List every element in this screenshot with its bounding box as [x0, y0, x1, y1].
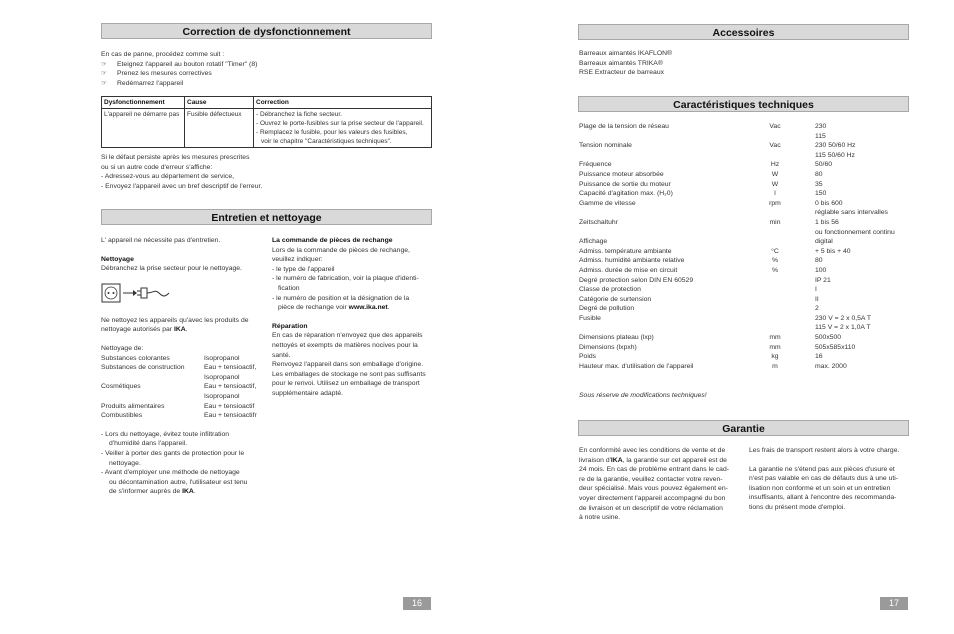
spec-value: 2 — [815, 305, 819, 313]
spec-value: + 5 bis + 40 — [815, 247, 851, 255]
spec-row — [579, 276, 914, 286]
spec-unit: Hz — [770, 161, 780, 169]
spec-value: 150 — [815, 190, 827, 198]
page-right — [477, 0, 954, 634]
specs-table — [579, 122, 914, 371]
spec-label: Affichage — [579, 238, 608, 246]
correction-intro-block — [101, 50, 431, 88]
column-header: Cause — [185, 97, 254, 109]
spec-row — [579, 247, 914, 257]
spec-label: Tension nominale — [579, 142, 632, 150]
spec-label: Dimensions plateau (lxp) — [579, 334, 654, 342]
section-header-correction — [101, 23, 432, 39]
brand-ika: IKA — [182, 488, 194, 496]
spec-row — [579, 189, 914, 199]
spec-unit: min — [769, 218, 781, 226]
spec-unit: mm — [769, 343, 781, 351]
spec-row — [579, 122, 914, 132]
step-item: ☞ Prenez les mesures correctives — [101, 70, 212, 78]
reparation-heading: Réparation — [272, 322, 308, 330]
list-item: Barreaux aimantés TRIKA® — [579, 59, 663, 67]
table-header-row — [102, 97, 432, 109]
spec-unit — [735, 295, 815, 305]
spec-value: 505x585x110 — [815, 343, 856, 351]
pointing-hand-icon: ☞ — [101, 60, 107, 68]
spec-unit — [735, 237, 815, 247]
spec-row — [579, 132, 914, 142]
spec-row — [579, 343, 914, 353]
spec-unit — [735, 314, 815, 324]
spec-label: Gamme de vitesse — [579, 199, 636, 207]
spec-row — [579, 362, 914, 372]
table-cell-symptom: L'appareil ne démarre pas — [102, 109, 185, 148]
correction-after-block: Si le défaut persiste après les mesures prescrites ou si un autre code d'erreur s'affiche: - Adressez-vous au département de service, - Envoyez l'appareil avec un bref descriptif de l'erreur. — [101, 154, 263, 190]
page-number: 16 — [403, 597, 431, 610]
spec-label — [579, 228, 735, 238]
spec-value: 80 — [815, 257, 823, 265]
spec-label: Capacité d'agitation max. (H₂0) — [579, 190, 673, 198]
brand-ika: IKA — [173, 326, 186, 334]
spec-row — [579, 285, 914, 295]
spec-unit: l — [774, 190, 776, 198]
cleaning-tips: - Lors du nettoyage, évitez toute infiltration d'humidité dans l'appareil. - Veiller à porter des gants de protection pour le nettoyage. - Avant d'employer une méthode de nettoyage ou décontamination autre, l'utilisateur est tenu de s'informer auprès de IKA. — [101, 430, 248, 496]
cleaning-list: Substances colorantes Isopropanol Substances de construction Eau + tensioactif, Isopropanol Cosmétiques Eau + tensioactif, Isopropanol Produits alimentaires Eau + tensioactif Combustibles Eau + tensioactifr — [101, 354, 257, 420]
spec-row — [579, 304, 914, 314]
spec-unit — [735, 208, 815, 218]
spec-row — [579, 151, 914, 161]
spec-unit — [735, 304, 815, 314]
pointing-hand-icon: ☞ — [101, 70, 107, 78]
spec-value: II — [815, 295, 819, 303]
spec-label: Classe de protection — [579, 286, 641, 294]
list-item: RSE Extracteur de barreaux — [579, 69, 665, 77]
spec-value: 100 — [815, 266, 827, 274]
spec-label: Hauteur max. d'utilisation de l'appareil — [579, 362, 694, 370]
spec-label — [579, 323, 735, 333]
page-number: 17 — [880, 597, 908, 610]
spec-unit: Vac — [769, 142, 781, 150]
table-row — [102, 109, 432, 148]
spec-row — [579, 170, 914, 180]
spec-value: 1 bis 56 — [815, 218, 839, 226]
spec-row — [579, 295, 914, 305]
garantie-col1: En conformité avec les conditions de vente et de livraison d'IKA, la garantie sur cet appareil est de 24 mois. En cas de problème entrant dans le cad- re de la garantie, veuillez contacter votre reven- deur spécialisé. Mais vous pouvez également en- voyer directement l'appareil accompagné du bon de livraison et un descriptif de votre réclamation à notre usine. — [579, 447, 729, 522]
spec-value: 230 50/60 Hz — [815, 142, 856, 150]
spec-unit: rpm — [769, 199, 781, 207]
unplug-icon — [101, 283, 171, 308]
spec-label: Puissance moteur absorbée — [579, 170, 664, 178]
spec-label: Degré protection selon DIN EN 60529 — [579, 276, 694, 284]
table-cell-cause: Fusible défectueux — [185, 109, 254, 148]
section-header-accessoires — [578, 24, 909, 40]
column-header: Correction — [254, 97, 432, 109]
spec-unit — [735, 132, 815, 142]
spec-row — [579, 141, 914, 151]
spec-unit — [735, 276, 815, 286]
section-title: Accessoires — [712, 27, 775, 39]
spec-row — [579, 160, 914, 170]
spec-unit: W — [771, 180, 779, 188]
spec-row — [579, 218, 914, 228]
spec-unit: % — [771, 257, 779, 265]
spec-label: Admiss. durée de mise en circuit — [579, 266, 678, 274]
section-header-entretien — [101, 209, 432, 225]
column-header: Dysfonctionnement — [102, 97, 185, 109]
ika-website-link[interactable]: www.ika.net — [348, 304, 388, 312]
spec-row — [579, 208, 914, 218]
spec-unit: m — [772, 362, 778, 370]
spec-unit — [735, 228, 815, 238]
commande-heading: La commande de pièces de rechange — [272, 237, 393, 244]
spec-unit: W — [771, 170, 779, 178]
spec-label: Catégorie de surtension — [579, 295, 652, 303]
spec-label: Zeitschaltuhr — [579, 218, 618, 226]
spec-unit: Vac — [769, 123, 781, 130]
spec-label: Dimensions (lxpxh) — [579, 343, 637, 351]
spec-unit — [735, 151, 815, 161]
spec-value: ou fonctionnement continu — [815, 228, 895, 236]
spec-value: 230 V = 2 x 0,5A T — [815, 314, 871, 322]
section-header-specs — [578, 96, 909, 112]
brand-ika: IKA — [610, 456, 623, 464]
spec-label — [579, 132, 735, 142]
spec-value: réglable sans intervalles — [815, 209, 888, 217]
spec-unit — [735, 323, 815, 333]
step-item: ☞ Redémarrez l'appareil — [101, 79, 184, 87]
spec-label — [579, 208, 735, 218]
spec-row — [579, 199, 914, 209]
spec-row — [579, 352, 914, 362]
spec-row — [579, 314, 914, 324]
spec-row — [579, 323, 914, 333]
spec-value: 35 — [815, 180, 823, 188]
spec-value: 115 50/60 Hz — [815, 151, 855, 159]
section-title: Garantie — [722, 423, 765, 435]
section-title: Entretien et nettoyage — [211, 212, 322, 224]
spec-label: Admiss. température ambiante — [579, 247, 672, 255]
spec-row — [579, 256, 914, 266]
spec-value: I — [815, 286, 817, 294]
pointing-hand-icon: ☞ — [101, 79, 107, 87]
spec-value: 50/60 — [815, 161, 833, 169]
spec-value: 230 — [815, 123, 827, 130]
spec-value: 80 — [815, 170, 823, 178]
spec-value: 500x500 — [815, 334, 842, 342]
spec-label: Admiss. humidité ambiante relative — [579, 257, 685, 265]
spec-label: Poids — [579, 353, 597, 361]
spec-label: Degré de pollution — [579, 305, 635, 313]
spec-value: 0 bis 600 — [815, 199, 843, 207]
spec-unit — [735, 285, 815, 295]
nettoyage-heading: Nettoyage — [101, 255, 134, 263]
entretien-col2: La commande de pièces de rechange Lors de la commande de pièces de rechange, veuillez indiquer: - le type de l'appareil - le numéro de fabrication, voir la plaque d'identi- fication - le numéro de position et la désignation de la pièce de rechange voir www.ika.net. Réparation En cas de réparation n'envoyez que des appareils nettoyés et exempts de matières nocives pour la santé. Renvoyez l'appareil dans son emballage d'origine. Les emballages de stockage ne sont pas suffisants pour le renvoi. Utilisez un emballage de transport supplémentaire adapté. — [272, 236, 432, 399]
spec-unit: % — [771, 266, 779, 274]
step-item: ☞ Eteignez l'appareil au bouton rotatif "Timer" (8) — [101, 60, 258, 68]
spec-label: Puissance de sortie du moteur — [579, 180, 671, 188]
list-item: Barreaux aimantés IKAFLON® — [579, 50, 673, 57]
spec-value: 115 — [815, 132, 826, 140]
spec-value: IP 21 — [815, 276, 831, 284]
section-header-garantie — [578, 420, 909, 436]
spec-row — [579, 237, 914, 247]
entretien-col1: L' appareil ne nécessite pas d'entretien. Nettoyage Débranchez la prise secteur pour le nettoyage. Ne nettoyez les appareils qu'avec les produits de nettoyage autorisés par IKA. Nettoyage de: Substances colorantes Isopropanol Substances de construction Eau + tensioactif, Isopropanol Cosmétiques Eau + tensioactif, Isopropanol Produits alimentaires Eau + tensioactif Combustibles Eau + tensioactifr - Lors du nettoyage, évitez toute infiltration d'humidité dans l'appareil. - Veiller à porter des gants de protection pour le nettoyage. - Avant d'employer une méthode de nettoyage ou décontamination autre, l'utilisateur est tenu de s'informer auprès de IKA. — [101, 236, 261, 497]
spec-unit: °C — [771, 247, 779, 255]
spec-row — [579, 180, 914, 190]
accessoires-list — [579, 49, 909, 78]
spec-value: 16 — [815, 353, 823, 361]
spec-value: 115 V = 2 x 1,0A T — [815, 324, 871, 332]
spec-label — [579, 151, 735, 161]
spec-row — [579, 266, 914, 276]
spec-unit: mm — [769, 334, 781, 342]
spec-label: Fréquence — [579, 161, 612, 169]
section-title: Correction de dysfonctionnement — [182, 26, 351, 38]
spec-label: Fusible — [579, 314, 601, 322]
troubleshooting-table — [101, 96, 432, 148]
garantie-col2: Les frais de transport restent alors à votre charge. La garantie ne s'étend pas aux pièces d'usure et n'est pas valable en cas de défauts dus à une uti- lisation non conforme et un soin et un entretien insuffisants, allant à l'encontre des recommanda- tions du présent mode d'emploi. — [749, 447, 900, 511]
spec-row — [579, 333, 914, 343]
table-cell-correction: - Débranchez la fiche secteur. - Ouvrez le porte-fusibles sur la prise secteur de l'appareil. - Remplacez le fusible, pour les valeurs des fusibles, voir le chapitre "Caractéristiques techniques". — [254, 109, 432, 148]
spec-unit: kg — [771, 353, 779, 361]
intro-text: En cas de panne, procédez comme suit : — [101, 51, 225, 58]
section-title: Caractéristiques techniques — [673, 99, 814, 111]
spec-value: max. 2000 — [815, 362, 847, 370]
specs-note: Sous réserve de modifications techniques! — [579, 392, 707, 399]
spec-row — [579, 228, 914, 238]
spec-value: digital — [815, 238, 833, 246]
spec-label: Plage de la tension de réseau — [579, 123, 669, 130]
